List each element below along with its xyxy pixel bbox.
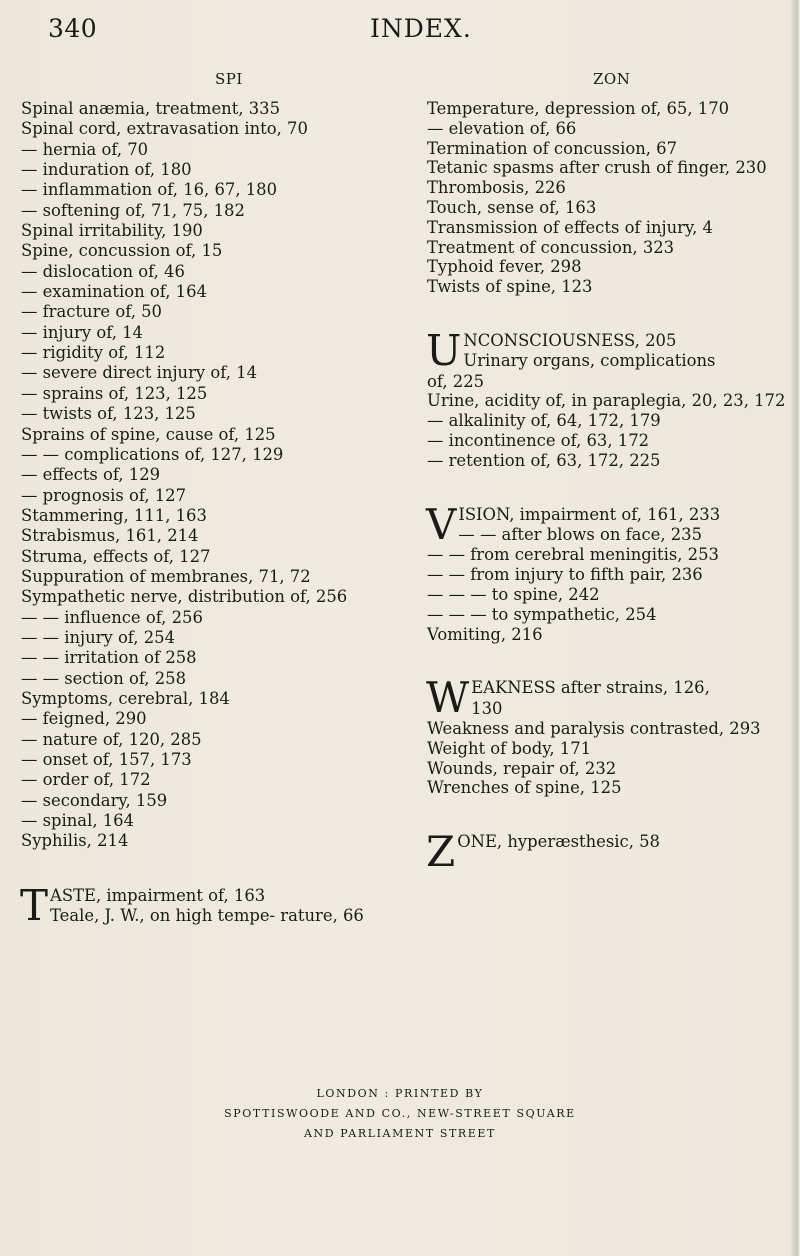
index-entry: Vomiting, 216 (427, 624, 543, 644)
index-entry: — dislocation of, 46 (21, 261, 185, 281)
page-number: 340 (48, 14, 98, 43)
index-entry: Struma, effects of, 127 (21, 546, 211, 566)
index-entry: — examination of, 164 (21, 282, 207, 302)
index-entry: NCONSCIOUSNESS, 205 (463, 330, 677, 350)
index-entry: ONE, hyperæsthesic, 58 (457, 832, 660, 852)
index-entry: — induration of, 180 (21, 160, 192, 180)
index-entry: Twists of spine, 123 (427, 277, 593, 297)
index-entry: — sprains of, 123, 125 (21, 383, 208, 403)
index-entry: Termination of concussion, 67 (427, 138, 678, 158)
index-entry: — rigidity of, 112 (21, 343, 166, 363)
index-entry: Touch, sense of, 163 (427, 197, 597, 217)
index-entry: — — from cerebral meningitis, 253 (427, 545, 719, 565)
u-section (426, 325, 793, 471)
right-column-head: ZON (593, 70, 631, 88)
drop-cap-u: U (426, 325, 462, 375)
index-entry: Wrenches of spine, 125 (427, 778, 622, 798)
z-section (426, 827, 793, 877)
index-entry: ASTE, impairment of, 163 (50, 885, 266, 905)
drop-cap-z: Z (426, 827, 456, 877)
index-entry: Strabismus, 161, 214 (21, 526, 199, 546)
index-entry: — effects of, 129 (21, 465, 161, 485)
drop-cap-v: V (426, 499, 457, 549)
index-entry: — feigned, 290 (21, 709, 147, 729)
index-entry: Symptoms, cerebral, 184 (21, 688, 230, 708)
index-entry: Wounds, repair of, 232 (427, 758, 617, 778)
index-entry: — nature of, 120, 285 (21, 729, 202, 749)
index-entry: — — — to sympathetic, 254 (427, 604, 657, 624)
index-entry: Teale, J. W., on high tempe- rature, 66 (50, 906, 364, 926)
index-entry: — onset of, 157, 173 (21, 750, 192, 769)
running-title: INDEX. (370, 14, 472, 43)
index-entry: — hernia of, 70 (21, 139, 149, 159)
index-entry: — softening of, 71, 75, 182 (21, 200, 245, 220)
page-header (0, 12, 800, 48)
index-entry: — — injury of, 254 (21, 627, 175, 647)
v-section (426, 499, 793, 645)
index-entry: Stammering, 111, 163 (21, 505, 207, 525)
index-entry: — twists of, 123, 125 (21, 404, 196, 424)
index-entry: — — from injury to fifth pair, 236 (427, 565, 703, 585)
index-entry: Typhoid fever, 298 (427, 257, 582, 277)
index-entry: — prognosis of, 127 (21, 485, 187, 505)
drop-cap-w: W (426, 673, 470, 723)
drop-cap-t: T (20, 880, 49, 930)
w-section (426, 673, 793, 798)
index-entry: — retention of, 63, 172, 225 (427, 450, 661, 470)
imprint-line: AND PARLIAMENT STREET (304, 1127, 496, 1140)
index-entry: Spine, concussion of, 15 (21, 241, 223, 261)
index-entry: — secondary, 159 (21, 790, 168, 810)
index-entry: Urine, acidity of, in paraplegia, 20, 23, 172 (427, 391, 786, 411)
index-entry: — inflammation of, 16, 67, 180 (21, 180, 278, 200)
index-entry: Spinal anæmia, treatment, 335 (21, 99, 281, 118)
left-column-head: SPI (215, 70, 243, 88)
index-entry: — injury of, 14 (21, 322, 143, 342)
printer-imprint (0, 1084, 800, 1144)
index-entry: — order of, 172 (21, 770, 151, 790)
index-entry: ISION, impairment of, 161, 233 (458, 504, 721, 524)
left-column (20, 99, 397, 930)
index-entry: — — — to spine, 242 (427, 584, 600, 604)
index-entry: Spinal cord, extravasation into, 70 (21, 119, 308, 139)
index-entry: Weight of body, 171 (427, 738, 592, 758)
index-entry: — — irritation of 258 (21, 648, 197, 668)
index-entry: — — complications of, 127, 129 (21, 444, 284, 464)
index-entry: 130 (471, 698, 503, 718)
index-entry: Transmission of effects of injury, 4 (427, 217, 713, 237)
index-entry: — elevation of, 66 (427, 118, 577, 138)
index-entry: Syphilis, 214 (21, 831, 129, 851)
index-entry: Spinal irritability, 190 (21, 221, 203, 241)
index-entry: — severe direct injury of, 14 (21, 363, 258, 383)
index-entry: — — after blows on face, 235 (458, 524, 703, 544)
index-entry: — — section of, 258 (21, 668, 187, 688)
index-entry: Sprains of spine, cause of, 125 (21, 424, 276, 444)
t-section (20, 880, 397, 930)
index-entry: — fracture of, 50 (21, 302, 162, 322)
s-entries (21, 99, 397, 852)
index-entry: — spinal, 164 (21, 811, 135, 831)
index-entry: Urinary organs, complications (463, 351, 716, 371)
t-entries (427, 99, 793, 297)
index-entry: Tetanic spasms after crush of finger, 230 (427, 158, 767, 178)
index-entry: — alkalinity of, 64, 172, 179 (427, 411, 661, 431)
index-entry: — — influence of, 256 (21, 607, 203, 627)
imprint-line: SPOTTISWOODE AND CO., NEW-STREET SQUARE (224, 1107, 576, 1120)
imprint-line: LONDON : PRINTED BY (316, 1087, 484, 1100)
right-column (426, 99, 793, 877)
index-entry: Suppuration of membranes, 71, 72 (21, 566, 311, 586)
index-entry: — incontinence of, 63, 172 (427, 431, 650, 451)
index-entry: Thrombosis, 226 (427, 178, 566, 198)
index-entry: Sympathetic nerve, distribution of, 256 (21, 587, 348, 607)
index-entry: Temperature, depression of, 65, 170 (427, 99, 730, 118)
index-entry: of, 225 (427, 371, 485, 391)
index-entry: Treatment of concussion, 323 (427, 237, 675, 257)
index-entry: EAKNESS after strains, 126, (471, 678, 710, 698)
index-entry: Weakness and paralysis contrasted, 293 (427, 719, 761, 738)
